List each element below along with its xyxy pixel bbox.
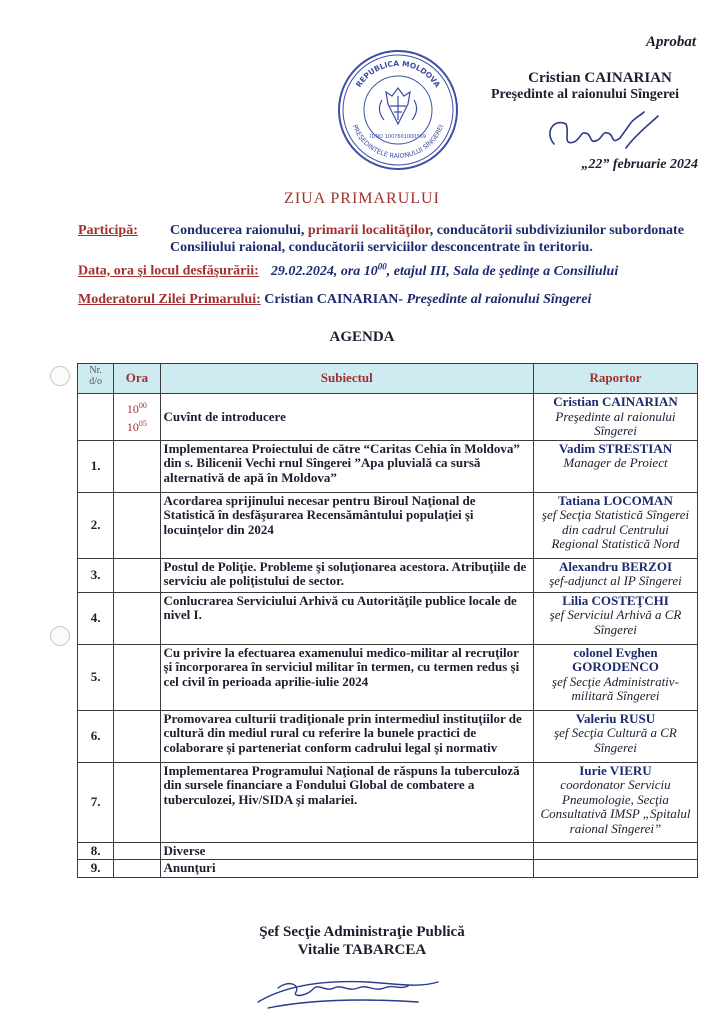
- row-subject: Anunţuri: [160, 860, 533, 878]
- date-place-value: 29.02.2024, ora $10^{00}$, etajul III, Sala de şedinţe a Consiliului: [270, 261, 619, 279]
- date-place-label: Data, ora şi locul desfăşurării:: [78, 263, 259, 279]
- row-speaker: [533, 440, 697, 492]
- row-time: [114, 492, 160, 558]
- speaker-name: Lilia COSTEŢCHI: [562, 592, 669, 608]
- header-nr: Nr. d/o: [78, 364, 114, 394]
- footer-name: Vitalie TABARCEA: [297, 942, 427, 958]
- table-row: [78, 592, 698, 644]
- speaker-role: şef Secţia Statistică Sîngerei din cadrul Centrului Regional Statistică Nord: [541, 507, 690, 551]
- table-row: [78, 492, 698, 558]
- table-row: [78, 762, 698, 842]
- speaker-name: colonel Evghen GORODENCO: [572, 644, 659, 674]
- intro-subject: Cuvînt de introducere: [160, 394, 533, 441]
- seal-idno: IDNO 1007601000369: [370, 134, 426, 140]
- approver-name: Cristian CAINARIAN: [528, 70, 672, 86]
- participants-label: Participă:: [78, 223, 138, 238]
- row-time: [114, 860, 160, 878]
- table-header-row: [78, 364, 698, 394]
- table-row: [78, 860, 698, 878]
- table-row-intro: [78, 394, 698, 441]
- agenda-table: [77, 363, 698, 878]
- table-row: [78, 842, 698, 860]
- row-time: [114, 592, 160, 644]
- agenda-title: AGENDA: [329, 329, 395, 345]
- row-number: 8.: [78, 842, 114, 860]
- approval-date: „22” februarie 2024: [581, 157, 698, 172]
- moderator-name: Cristian CAINARIAN-: [260, 292, 404, 307]
- approver-signature: [540, 104, 665, 162]
- participants-text: Conducerea raionului, primarii localităţilor, conducătorii subdiviziunilor subordonate Consiliului raional, conducătorii serviciilor desconcentrate în teritoriu.: [170, 223, 684, 255]
- participants-block: [78, 222, 708, 255]
- speaker-role: Manager de Proiect: [563, 455, 668, 470]
- speaker-name: Vadim STRESTIAN: [558, 440, 673, 456]
- row-subject: Diverse: [160, 842, 533, 860]
- speaker-role: coordonator Serviciu Pneumologie, Secţia Consultativă IMSP „Spitalul raional Sîngerei”: [540, 777, 691, 836]
- header-ora: Ora: [114, 364, 160, 394]
- row-number: 9.: [78, 860, 114, 878]
- approved-label: Aprobat: [645, 34, 696, 50]
- seal-outer-text: REPUBLICA MOLDOVA: [354, 58, 442, 90]
- table-row: [78, 644, 698, 710]
- row-time: [114, 762, 160, 842]
- row-speaker: [533, 710, 697, 762]
- row-subject: Promovarea culturii tradiţionale prin intermediul instituţiilor de cultură din mediul rural cu referire la bunele practici de colaborare şi parteneriat conform cadrului legal şi normativ: [160, 710, 533, 762]
- speaker-role: şef Serviciul Arhivă a CR Sîngerei: [549, 607, 682, 637]
- table-row: [78, 558, 698, 592]
- row-speaker: [533, 592, 697, 644]
- row-time: [114, 558, 160, 592]
- row-number: 7.: [78, 762, 114, 842]
- row-number: 4.: [78, 592, 114, 644]
- speaker-name: Valeriu RUSU: [575, 710, 656, 726]
- row-number: 5.: [78, 644, 114, 710]
- header-speaker: Raportor: [533, 364, 697, 394]
- page-title: ZIUA PRIMARULUI: [284, 190, 440, 207]
- moderator-role: Preşedinte al raionului Sîngerei: [403, 292, 592, 307]
- intro-time: $10^{00}$ $10^{05}$: [114, 394, 160, 441]
- speaker-name: Tatiana LOCOMAN: [558, 492, 673, 508]
- row-subject: Conlucrarea Serviciului Arhivă cu Autorităţile publice locale de nivel I.: [160, 592, 533, 644]
- date-place-line: [78, 261, 618, 280]
- row-time: [114, 710, 160, 762]
- row-number: 3.: [78, 558, 114, 592]
- svg-text:PREŞEDINTELE RAIONULUI SÎNGERE: [351, 123, 446, 160]
- agenda-rows: [78, 440, 698, 877]
- row-time: [114, 842, 160, 860]
- row-time: [114, 644, 160, 710]
- table-row: [78, 440, 698, 492]
- row-number: 1.: [78, 440, 114, 492]
- row-speaker: [533, 492, 697, 558]
- speaker-role: şef Secţia Cultură a CR Sîngerei: [554, 725, 677, 755]
- row-subject: Postul de Poliţie. Probleme şi soluţionarea acestora. Atribuţiile de serviciu ale poliţistului de sector.: [160, 558, 533, 592]
- official-seal-stamp: [336, 48, 460, 172]
- row-subject: Acordarea sprijinului necesar pentru Biroul Naţional de Statistică în desfăşurarea Recensământului populaţiei şi locuinţelor din 2024: [160, 492, 533, 558]
- speaker-role: şef Secţie Administrativ-militară Sîngerei: [552, 673, 679, 703]
- row-speaker: [533, 644, 697, 710]
- row-subject: Implementarea Proiectului de către “Caritas Cehia în Moldova” din s. Bilicenii Vechi rnul Sîngerei ”Apa pluvială ca sursă alternativă de apă în Moldova”: [160, 440, 533, 492]
- row-speaker: [533, 860, 697, 878]
- approver-role: Preşedinte al raionului Sîngerei: [490, 87, 680, 102]
- header-subject: Subiectul: [160, 364, 533, 394]
- footer-signature: [248, 962, 448, 1014]
- row-speaker: [533, 842, 697, 860]
- row-speaker: [533, 762, 697, 842]
- row-speaker: [533, 558, 697, 592]
- speaker-name: Iurie VIERU: [579, 762, 652, 778]
- row-subject: Implementarea Programului Naţional de răspuns la tuberculoză din sursele financiare a Fondului Global de combatere a tuberculozei, Hiv/SIDA şi malariei.: [160, 762, 533, 842]
- row-time: [114, 440, 160, 492]
- row-number: 2.: [78, 492, 114, 558]
- speaker-name: Alexandru BERZOI: [558, 558, 673, 574]
- punch-hole-top: [50, 366, 70, 386]
- punch-hole-bottom: [50, 626, 70, 646]
- moderator-label: Moderatorul Zilei Primarului:: [78, 292, 261, 307]
- moderator-line: [78, 292, 591, 308]
- row-number: 6.: [78, 710, 114, 762]
- seal-bottom-text: PREŞEDINTELE RAIONULUI SÎNGEREI: [350, 123, 446, 161]
- svg-text:REPUBLICA MOLDOVA: [354, 59, 442, 89]
- speaker-role: şef-adjunct al IP Sîngerei: [549, 573, 682, 588]
- intro-speaker: Cristian CAINARIAN Preşedinte al raionului Sîngerei: [533, 394, 697, 441]
- footer-role: Şef Secţie Administraţie Publică: [259, 924, 465, 940]
- table-row: [78, 710, 698, 762]
- row-subject: Cu privire la efectuarea examenului medico-militar al recruţilor şi încorporarea în serviciul militar în termen, cu termen redus şi cel civil în perioada aprilie-iulie 2024: [160, 644, 533, 710]
